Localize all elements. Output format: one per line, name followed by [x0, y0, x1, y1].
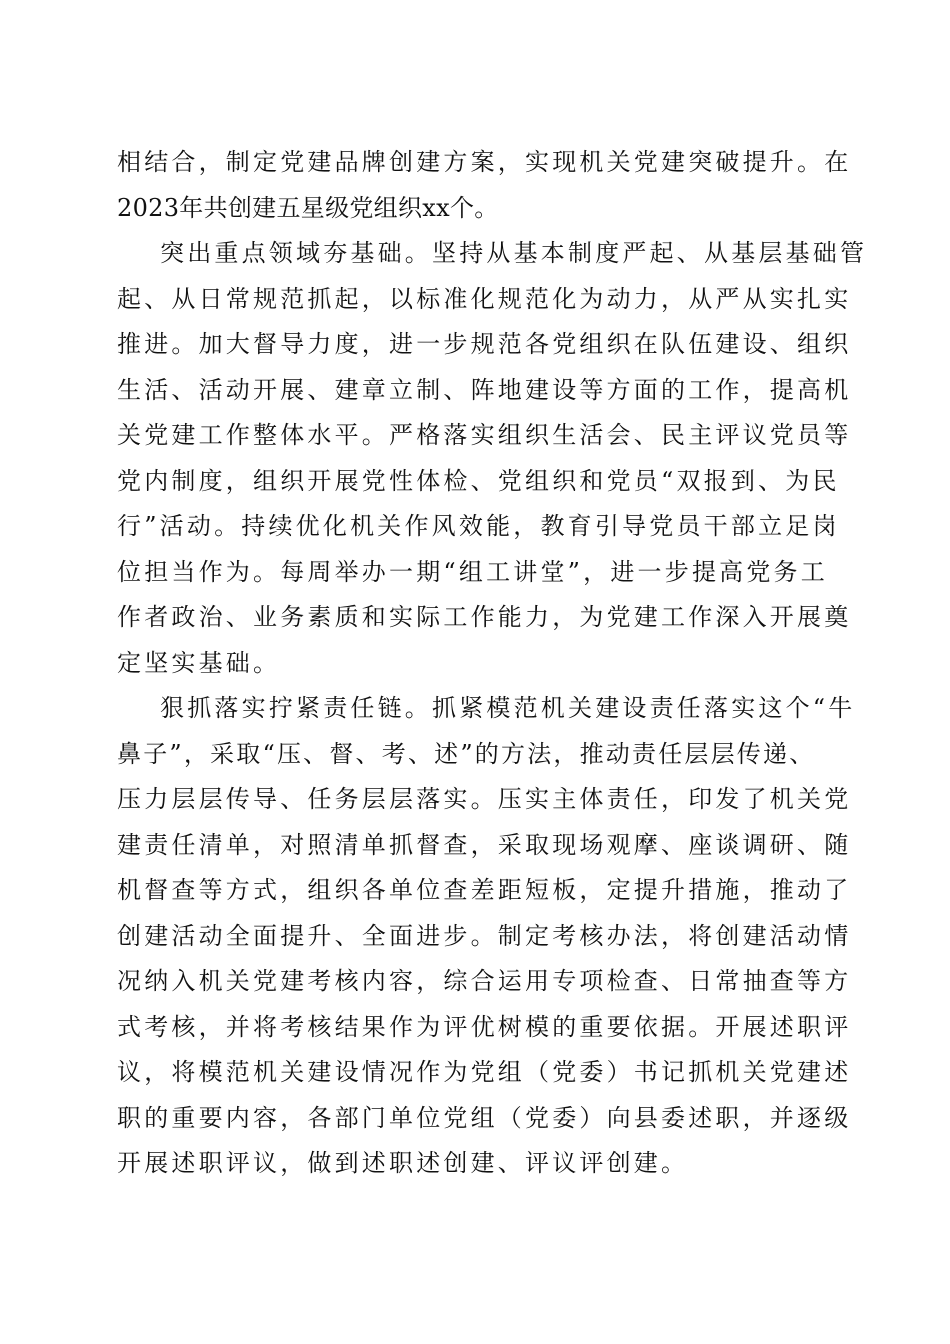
- text-line: 建责任清单，对照清单抓督查，采取现场观摩、座谈调研、随: [117, 830, 852, 859]
- text-line: 定坚实基础。: [117, 648, 281, 677]
- text-line: 相结合，制定党建品牌创建方案，实现机关党建突破提升。在: [117, 148, 852, 176]
- text-line: 推进。加大督导力度，进一步规范各党组织在队伍建设、组织: [117, 330, 852, 358]
- text-line: 机督查等方式，组织各单位查差距短板，定提升措施，推动了: [117, 876, 852, 904]
- text-line: 位担当作为。每周举办一期“组工讲堂”，进一步提高党务工: [117, 557, 828, 586]
- text-line: 2023年共创建五星级党组织xx个。: [117, 193, 499, 222]
- text-line: 关党建工作整体水平。严格落实组织生活会、民主评议党员等: [117, 421, 852, 449]
- paragraph-continuation: [117, 140, 852, 231]
- text-line: 职的重要内容，各部门单位党组（党委）向县委述职，并逐级: [117, 1103, 852, 1132]
- paragraph-responsibility: [117, 686, 856, 1187]
- text-line: 况纳入机关党建考核内容，综合运用专项检查、日常抽查等方: [117, 967, 852, 995]
- text-line: 创建活动全面提升、全面进步。制定考核办法，将创建活动情: [117, 921, 852, 950]
- text-line: 生活、活动开展、建章立制、阵地建设等方面的工作，提高机: [117, 375, 852, 404]
- text-line: 议，将模范机关建设情况作为党组（党委）书记抓机关党建述: [117, 1058, 852, 1086]
- paragraph-foundation: [117, 231, 868, 686]
- text-line: 狠抓落实拧紧责任链。抓紧模范机关建设责任落实这个“牛: [160, 694, 856, 722]
- text-line: 起、从日常规范抓起，以标准化规范化为动力，从严从实扎实: [117, 284, 852, 313]
- document-body: [117, 140, 868, 1187]
- text-line: 党内制度，组织开展党性体检、党组织和党员“双报到、为民: [117, 466, 840, 495]
- text-line: 鼻子”，采取“压、督、考、述”的方法，推动责任层层传递、: [117, 739, 816, 768]
- text-line: 开展述职评议，做到述职述创建、评议评创建。: [117, 1149, 689, 1177]
- text-line: 突出重点领域夯基础。坚持从基本制度严起、从基层基础管: [160, 239, 868, 267]
- text-line: 作者政治、业务素质和实际工作能力，为党建工作深入开展奠: [117, 603, 852, 631]
- text-line: 式考核，并将考核结果作为评优树模的重要依据。开展述职评: [117, 1012, 852, 1041]
- text-line: 行”活动。持续优化机关作风效能，教育引导党员干部立足岗: [117, 512, 840, 540]
- text-line: 压力层层传导、任务层层落实。压实主体责任，印发了机关党: [117, 785, 852, 813]
